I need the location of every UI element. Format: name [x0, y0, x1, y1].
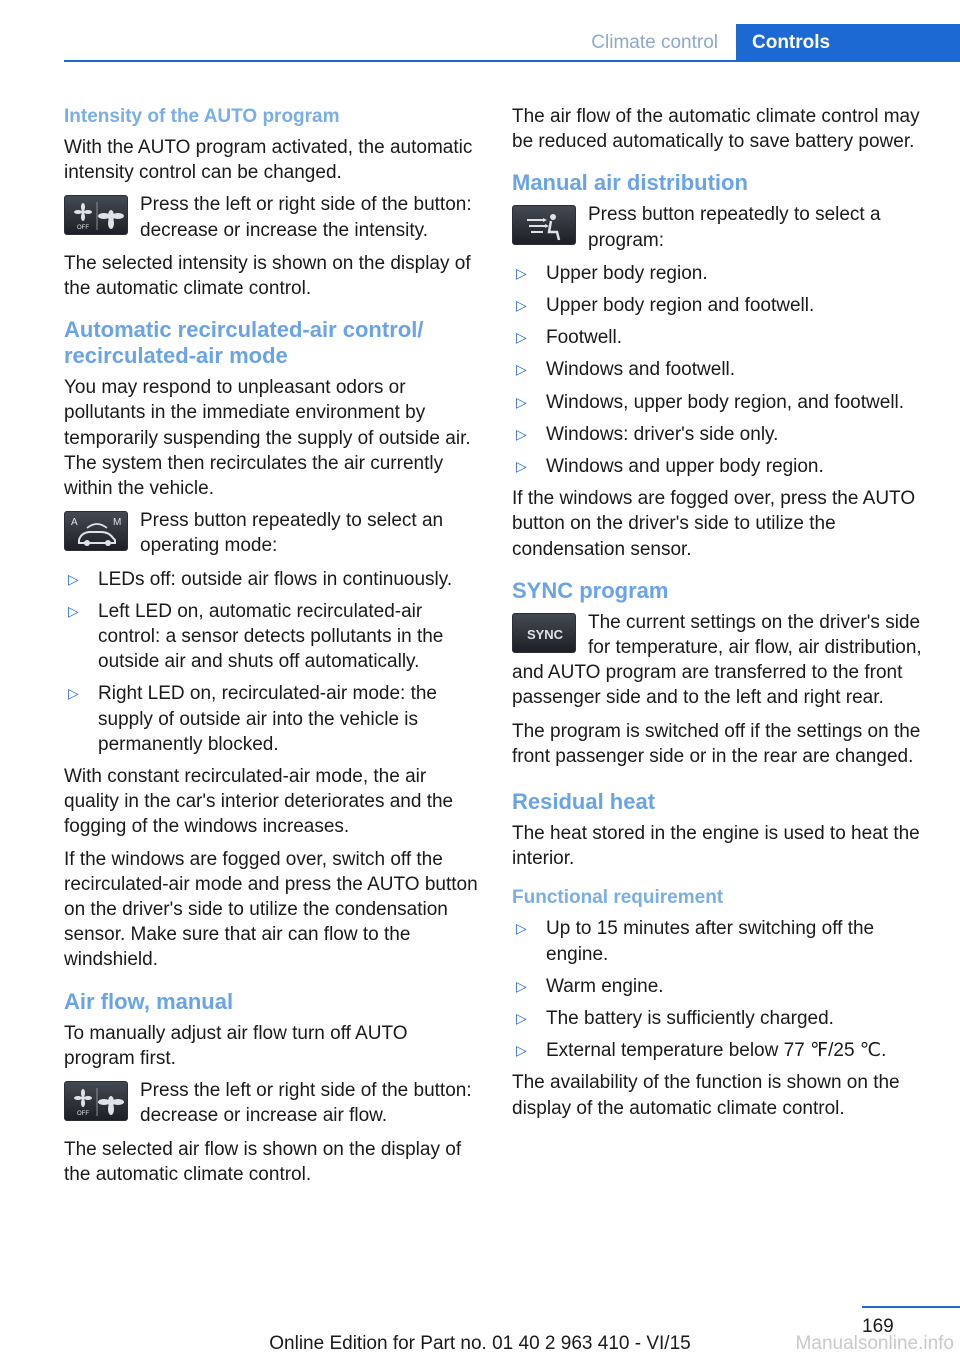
sync-button-icon: [512, 613, 576, 653]
list-item: ▷ Up to 15 minutes after switching off the engine.: [516, 918, 875, 965]
recirculation-button-icon: [64, 511, 128, 551]
heading-air-flow-manual: Air flow, manual: [64, 988, 234, 1014]
triangle-right-icon: ▷: [516, 458, 527, 475]
fan-off-button-icon: [64, 1081, 128, 1121]
triangle-right-icon: ▷: [516, 297, 527, 314]
recirc-icon-text: Press button repeatedly to select an operating mode:: [140, 510, 444, 557]
list-item: ▷ Right LED on, recirculated-air mode: the supply of outside air into the vehicle is permanently blocked.: [68, 683, 437, 755]
left-column: [64, 104, 482, 1194]
air-distribution-button-icon: [512, 205, 576, 245]
header-section-title: Climate control: [591, 32, 718, 53]
svg-text:OFF: OFF: [77, 225, 89, 232]
header-tab-controls: Controls: [736, 24, 960, 61]
list-item: ▷ Windows and upper body region.: [516, 456, 824, 478]
heading-recirculated-air: Automatic recirculated-air control/ recirculated-air mode: [64, 317, 424, 369]
airflow-display-text: The selected air flow is shown on the display of the automatic climate control.: [64, 1138, 462, 1185]
triangle-right-icon: ▷: [516, 920, 527, 937]
triangle-right-icon: ▷: [516, 1042, 527, 1059]
page-header: [0, 24, 960, 62]
list-item: ▷ External temperature below 77 ℉/25 ℃.: [516, 1040, 887, 1062]
sync-button-label: SYNC: [526, 626, 564, 642]
residual-heat-text: The heat stored in the engine is used to heat the interior.: [512, 823, 920, 870]
airflow-instruction: [64, 1078, 482, 1128]
triangle-right-icon: ▷: [516, 425, 527, 442]
heading-functional-requirement: Functional requirement: [512, 887, 724, 909]
sync-icon-text: The current settings on the driver's side for temperature, air flow, air distribution, and AUTO program are transferred to the front passenger side and to the left and right rear.: [512, 611, 922, 709]
triangle-right-icon: ▷: [516, 393, 527, 410]
list-item: ▷ Windows, upper body region, and footwell.: [516, 391, 905, 413]
sync-off-text: The program is switched off if the settings on the front passenger side or in the rear are changed.: [512, 720, 921, 767]
distribution-program-list: [512, 261, 930, 479]
header-rule: [64, 60, 960, 62]
edition-footer: Online Edition for Part no. 01 40 2 963 410 - VI/15: [269, 1333, 691, 1354]
triangle-right-icon: ▷: [68, 570, 79, 587]
recirc-mode-list: [64, 567, 482, 757]
triangle-right-icon: ▷: [516, 1010, 527, 1027]
heading-intensity: Intensity of the AUTO program: [64, 106, 340, 127]
sync-instruction: [512, 610, 930, 711]
list-item: ▷ Left LED on, automatic recirculated-air control: a sensor detects pollutants in the outside air and shuts off automatically.: [68, 600, 444, 673]
triangle-right-icon: ▷: [68, 685, 79, 702]
list-item: ▷ Upper body region.: [516, 262, 708, 284]
distribution-fogged-text: If the windows are fogged over, press the AUTO button on the driver's side to utilize the condensation sensor.: [512, 488, 916, 560]
heading-residual-heat: Residual heat: [512, 789, 656, 815]
recirc-instruction: [64, 508, 482, 558]
watermark: Manualsonline.info: [795, 1333, 954, 1354]
page-number: 169: [862, 1316, 894, 1337]
triangle-right-icon: ▷: [68, 602, 79, 619]
triangle-right-icon: ▷: [516, 977, 527, 994]
functional-requirement-list: [512, 916, 930, 1063]
intensity-instruction: [64, 192, 482, 242]
distribution-instruction: [512, 202, 930, 252]
svg-text:A: A: [71, 517, 78, 529]
intensity-display-text: The selected intensity is shown on the display of the automatic climate control.: [64, 252, 471, 300]
triangle-right-icon: ▷: [516, 361, 527, 378]
reduced-airflow-text: The air flow of the automatic climate control may be reduced automatically to save battery power.: [512, 106, 920, 153]
right-column: [512, 104, 930, 1128]
list-item: ▷ Upper body region and footwell.: [516, 295, 815, 317]
availability-text: The availability of the function is shown on the display of the automatic climate control.: [512, 1072, 900, 1119]
airflow-text: To manually adjust air flow turn off AUTO program first.: [64, 1022, 408, 1069]
distribution-icon-text: Press button repeatedly to select a program:: [588, 204, 881, 251]
airflow-icon-text: Press the left or right side of the button: decrease or increase air flow.: [140, 1080, 472, 1127]
recirc-constant-text: With constant recirculated-air mode, the air quality in the car's interior deteriorates and the fogging of the windows increases.: [64, 766, 454, 838]
list-item: ▷ Warm engine.: [516, 975, 664, 997]
list-item: ▷ The battery is sufficiently charged.: [516, 1008, 834, 1030]
footer-rule: [862, 1306, 960, 1308]
triangle-right-icon: ▷: [516, 264, 527, 281]
heading-manual-air-distribution: Manual air distribution: [512, 170, 748, 196]
heading-sync-program: SYNC program: [512, 577, 669, 603]
svg-text:OFF: OFF: [77, 1111, 89, 1118]
list-item: ▷ LEDs off: outside air flows in continuously.: [68, 568, 453, 590]
recirc-text: You may respond to unpleasant odors or pollutants in the immediate environment by temporarily suspending the supply of outside air. The system then recirculates the air currently within the vehicle.: [64, 377, 471, 500]
svg-text:M: M: [113, 517, 122, 529]
list-item: ▷ Windows: driver's side only.: [516, 423, 779, 445]
list-item: ▷ Windows and footwell.: [516, 359, 736, 381]
triangle-right-icon: ▷: [516, 329, 527, 346]
list-item: ▷ Footwell.: [516, 327, 623, 349]
intensity-icon-text: Press the left or right side of the button: decrease or increase the intensity.: [140, 194, 472, 241]
recirc-fogged-text: If the windows are fogged over, switch off the recirculated-air mode and press the AUTO button on the driver's side to utilize the condensation sensor. Make sure that air can flow to the windshield.: [64, 848, 478, 971]
intensity-text: With the AUTO program activated, the automatic intensity control can be changed.: [64, 137, 473, 184]
fan-off-button-icon: [64, 195, 128, 235]
